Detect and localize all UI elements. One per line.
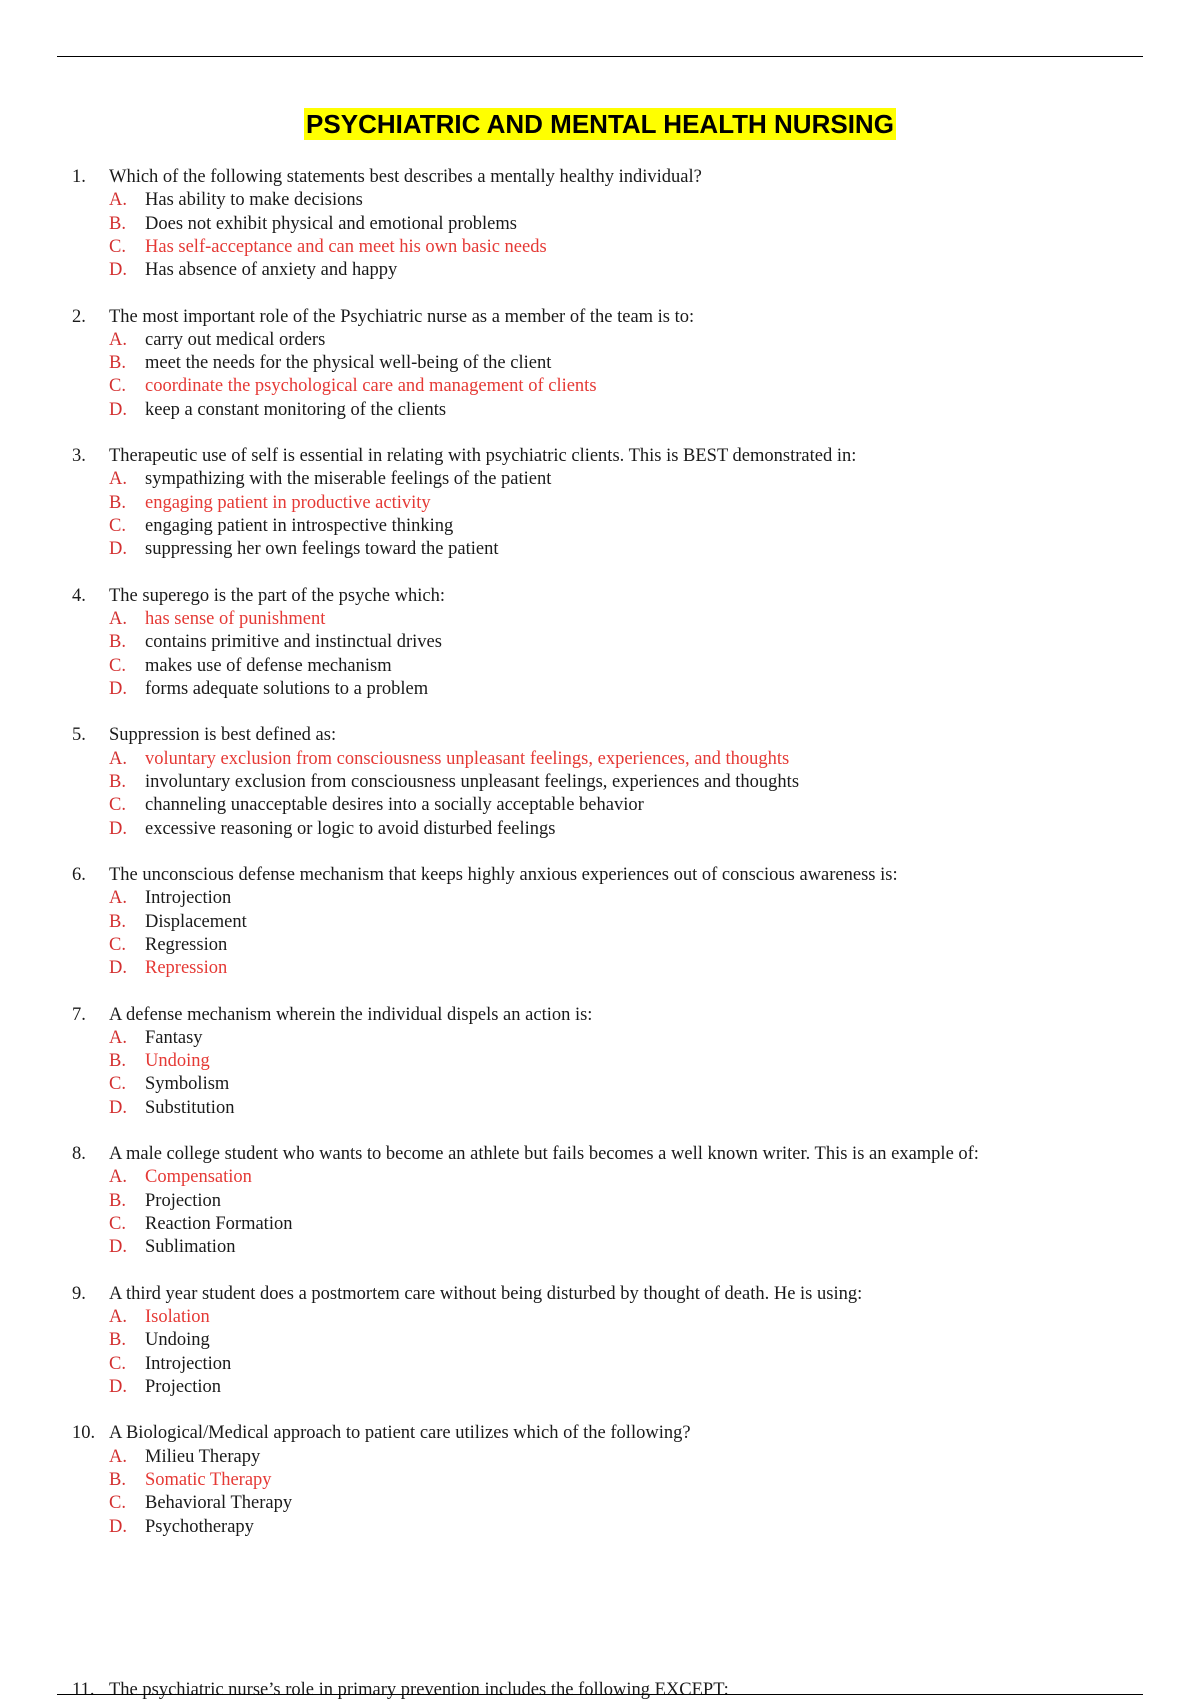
option-text: involuntary exclusion from consciousness unpleasant feelings, experiences and thoughts xyxy=(145,771,800,792)
answer-option-correct xyxy=(0,1050,1200,1073)
question-number: 8. xyxy=(72,1144,86,1165)
question-text: A third year student does a postmortem care without being disturbed by thought of death. He is using: xyxy=(109,1283,863,1304)
option-letter: C. xyxy=(109,516,126,537)
question-number: 9. xyxy=(72,1283,86,1304)
answer-option xyxy=(0,213,1200,236)
question-text: Which of the following statements best describes a mentally healthy individual? xyxy=(109,167,702,187)
answer-option xyxy=(0,934,1200,957)
option-letter: B. xyxy=(109,1190,126,1211)
question-stem xyxy=(0,585,1200,608)
question-stem xyxy=(0,445,1200,468)
answer-option xyxy=(0,1097,1200,1120)
answer-option xyxy=(0,468,1200,491)
option-text: coordinate the psychological care and management of clients xyxy=(145,376,597,397)
answer-option xyxy=(0,887,1200,910)
answer-option xyxy=(0,655,1200,678)
option-letter: D. xyxy=(109,818,127,839)
question-number: 5. xyxy=(72,725,86,746)
question-text: The superego is the part of the psyche which: xyxy=(109,585,445,606)
answer-option xyxy=(0,538,1200,561)
option-text: engaging patient in introspective thinking xyxy=(145,516,454,537)
option-letter: A. xyxy=(109,609,127,630)
question-stem xyxy=(0,724,1200,747)
option-letter: C. xyxy=(109,934,126,955)
option-text: Projection xyxy=(145,1376,222,1397)
question-item xyxy=(0,585,1200,725)
option-text: engaging patient in productive activity xyxy=(145,492,431,513)
option-text: Compensation xyxy=(145,1167,252,1188)
option-letter: A. xyxy=(109,1307,127,1328)
question-text: Therapeutic use of self is essential in relating with psychiatric clients. This is BEST demonstrated in: xyxy=(109,446,857,467)
question-item xyxy=(0,1422,1200,1562)
option-text: Milieu Therapy xyxy=(145,1446,261,1467)
answer-option-correct xyxy=(0,492,1200,515)
answer-option xyxy=(0,794,1200,817)
option-text: keep a constant monitoring of the clients xyxy=(145,399,447,420)
option-letter: A. xyxy=(109,748,127,769)
option-letter: A. xyxy=(109,1167,127,1188)
option-letter: C. xyxy=(109,1074,126,1095)
question-stem xyxy=(0,1422,1200,1445)
option-letter: C. xyxy=(109,1353,126,1374)
option-text: Introjection xyxy=(145,1353,232,1374)
answer-option xyxy=(0,1190,1200,1213)
answer-option xyxy=(0,259,1200,282)
answer-option-correct xyxy=(0,1306,1200,1329)
answer-option xyxy=(0,1446,1200,1469)
option-letter: D. xyxy=(109,1237,127,1258)
option-letter: D. xyxy=(109,399,127,420)
option-text: Sublimation xyxy=(145,1237,236,1258)
option-letter: C. xyxy=(109,655,126,676)
option-letter: B. xyxy=(109,1051,126,1072)
option-letter: D. xyxy=(109,539,127,560)
option-text: forms adequate solutions to a problem xyxy=(145,678,429,699)
option-text: Introjection xyxy=(145,888,232,909)
question-text: Suppression is best defined as: xyxy=(109,725,337,746)
answer-option xyxy=(0,1329,1200,1352)
question-text: The unconscious defense mechanism that keeps highly anxious experiences out of conscious awareness is: xyxy=(109,864,898,885)
option-letter: B. xyxy=(109,1330,126,1351)
partial-question xyxy=(0,1679,1200,1700)
answer-option xyxy=(0,678,1200,701)
option-text: makes use of defense mechanism xyxy=(145,655,392,676)
answer-option xyxy=(0,1236,1200,1259)
question-item xyxy=(0,166,1200,306)
answer-option-correct xyxy=(0,1166,1200,1189)
question-number: 11. xyxy=(72,1680,95,1700)
option-letter: B. xyxy=(109,1469,126,1490)
answer-option xyxy=(0,1027,1200,1050)
option-letter: B. xyxy=(109,492,126,513)
answer-option-correct xyxy=(0,748,1200,771)
option-letter: D. xyxy=(109,1516,127,1537)
answer-option-correct xyxy=(0,608,1200,631)
option-letter: B. xyxy=(109,911,126,932)
answer-option xyxy=(0,771,1200,794)
option-text: Substitution xyxy=(145,1097,235,1118)
option-text: Behavioral Therapy xyxy=(145,1493,293,1514)
answer-option xyxy=(0,911,1200,934)
question-item xyxy=(0,1283,1200,1423)
answer-option xyxy=(0,1353,1200,1376)
option-text: sympathizing with the miserable feelings of the patient xyxy=(145,469,552,490)
question-text: A Biological/Medical approach to patient care utilizes which of the following? xyxy=(109,1423,691,1444)
answer-option xyxy=(0,515,1200,538)
answer-option-correct xyxy=(0,957,1200,980)
question-number: 2. xyxy=(72,306,86,327)
question-stem xyxy=(0,1004,1200,1027)
option-letter: C. xyxy=(109,236,126,257)
option-text: Reaction Formation xyxy=(145,1214,293,1235)
question-text: A male college student who wants to become an athlete but fails becomes a well known writer. This is an example of: xyxy=(109,1144,979,1165)
option-letter: D. xyxy=(109,1097,127,1118)
option-text: Undoing xyxy=(145,1051,210,1072)
option-text: Displacement xyxy=(145,911,247,932)
option-letter: A. xyxy=(109,469,127,490)
page-title: PSYCHIATRIC AND MENTAL HEALTH NURSING xyxy=(306,109,894,139)
option-text: Regression xyxy=(145,934,228,955)
option-letter: B. xyxy=(109,632,126,653)
answer-option xyxy=(0,189,1200,212)
top-rule xyxy=(57,56,1143,57)
option-text: Somatic Therapy xyxy=(145,1469,272,1490)
option-letter: A. xyxy=(109,329,127,350)
question-number: 7. xyxy=(72,1004,86,1025)
question-stem xyxy=(0,1283,1200,1306)
answer-option xyxy=(0,631,1200,654)
question-text: The psychiatric nurse’s role in primary prevention includes the following EXCEPT: xyxy=(109,1680,729,1700)
question-stem xyxy=(0,1143,1200,1166)
question-number: 1. xyxy=(72,167,86,187)
answer-option xyxy=(0,352,1200,375)
question-text: A defense mechanism wherein the individual dispels an action is: xyxy=(109,1004,593,1025)
answer-option xyxy=(0,329,1200,352)
option-text: Has ability to make decisions xyxy=(145,190,363,211)
option-letter: B. xyxy=(109,353,126,374)
answer-option xyxy=(0,399,1200,422)
option-letter: D. xyxy=(109,1376,127,1397)
answer-option xyxy=(0,1376,1200,1399)
option-letter: C. xyxy=(109,1214,126,1235)
option-text: Symbolism xyxy=(145,1074,230,1095)
option-text: Fantasy xyxy=(145,1027,203,1048)
answer-option-correct xyxy=(0,1469,1200,1492)
question-item xyxy=(0,1143,1200,1283)
option-text: Projection xyxy=(145,1190,222,1211)
option-letter: A. xyxy=(109,190,127,211)
answer-option xyxy=(0,1213,1200,1236)
option-text: contains primitive and instinctual drives xyxy=(145,632,442,653)
option-letter: B. xyxy=(109,771,126,792)
option-text: has sense of punishment xyxy=(145,609,326,630)
question-item xyxy=(0,864,1200,1004)
option-letter: A. xyxy=(109,1027,127,1048)
option-letter: C. xyxy=(109,1493,126,1514)
answer-option xyxy=(0,818,1200,841)
option-text: Repression xyxy=(145,958,228,979)
question-stem xyxy=(0,306,1200,329)
option-letter: D. xyxy=(109,958,127,979)
option-text: Has absence of anxiety and happy xyxy=(145,260,398,281)
option-text: suppressing her own feelings toward the patient xyxy=(145,539,499,560)
option-text: carry out medical orders xyxy=(145,329,326,350)
option-letter: A. xyxy=(109,1446,127,1467)
question-number: 6. xyxy=(72,864,86,885)
question-item xyxy=(0,445,1200,585)
answer-option-correct xyxy=(0,236,1200,259)
option-letter: A. xyxy=(109,888,127,909)
title-wrap xyxy=(0,108,1200,140)
option-text: Undoing xyxy=(145,1330,210,1351)
question-item xyxy=(0,724,1200,864)
option-text: meet the needs for the physical well-being of the client xyxy=(145,353,552,374)
question-item xyxy=(0,306,1200,446)
option-text: Isolation xyxy=(145,1307,210,1328)
question-item xyxy=(0,1004,1200,1144)
answer-option xyxy=(0,1516,1200,1539)
question-number: 4. xyxy=(72,585,86,606)
option-letter: B. xyxy=(109,213,126,234)
option-text: excessive reasoning or logic to avoid disturbed feelings xyxy=(145,818,556,839)
option-letter: C. xyxy=(109,376,126,397)
option-text: voluntary exclusion from consciousness unpleasant feelings, experiences, and thoughts xyxy=(145,748,790,769)
bottom-rule xyxy=(57,1694,1143,1695)
option-text: Has self-acceptance and can meet his own basic needs xyxy=(145,236,547,257)
question-number: 3. xyxy=(72,446,86,467)
option-text: Does not exhibit physical and emotional problems xyxy=(145,213,517,234)
answer-option xyxy=(0,1073,1200,1096)
answer-option-correct xyxy=(0,375,1200,398)
question-stem xyxy=(0,166,1200,189)
option-text: Psychotherapy xyxy=(145,1516,254,1537)
question-text: The most important role of the Psychiatric nurse as a member of the team is to: xyxy=(109,306,695,327)
question-stem xyxy=(0,864,1200,887)
option-letter: C. xyxy=(109,795,126,816)
question-number: 10. xyxy=(72,1423,96,1444)
option-letter: D. xyxy=(109,260,127,281)
option-text: channeling unacceptable desires into a socially acceptable behavior xyxy=(145,795,644,816)
answer-option xyxy=(0,1492,1200,1515)
question-list xyxy=(0,166,1200,1562)
option-letter: D. xyxy=(109,678,127,699)
